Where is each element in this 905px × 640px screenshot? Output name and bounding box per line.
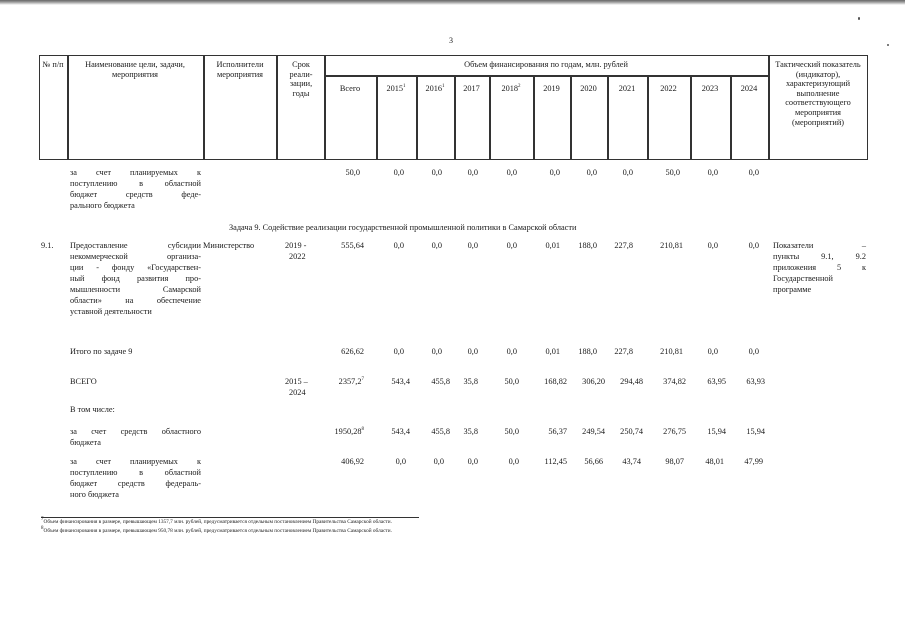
value-2022: 98,07: [665, 457, 684, 466]
value-2015: 0,0: [393, 168, 404, 177]
row-name: рального бюджета: [70, 201, 135, 210]
value-2015: 0,0: [393, 241, 404, 250]
header-year: 2024: [740, 84, 758, 93]
value-total: 626,62: [341, 347, 364, 356]
value-2017: 0,0: [467, 241, 478, 250]
value-2019: 0,01: [545, 241, 560, 250]
value-total: 1950,28$^8$: [334, 427, 364, 436]
value-total: 2357,2$^7$: [338, 377, 364, 386]
value-2024: 0,0: [748, 168, 759, 177]
row-indicator: программе: [773, 285, 812, 294]
value-2020: 188,0: [578, 241, 597, 250]
value-2017: 35,8: [463, 377, 478, 386]
value-2023: 15,94: [707, 427, 726, 436]
row-name: уставной деятельности: [70, 307, 152, 316]
value-2018: 0,0: [506, 241, 517, 250]
row-indicator: пункты 9.1, 9.2: [773, 252, 866, 261]
value-2024: 0,0: [748, 347, 759, 356]
row-term: 2024: [289, 388, 306, 397]
row-name: ный фонд развития про-: [70, 274, 201, 283]
row-name: некоммерческой организа-: [70, 252, 201, 261]
value-2024: 0,0: [748, 241, 759, 250]
value-2024: 47,99: [744, 457, 763, 466]
value-2024: 63,93: [746, 377, 765, 386]
value-2015: 0,0: [393, 347, 404, 356]
value-2020: 0,0: [586, 168, 597, 177]
row-name: поступлению в областной: [70, 179, 201, 188]
value-total: 50,0: [345, 168, 360, 177]
value-2018: 0,0: [506, 347, 517, 356]
value-2021: 43,74: [622, 457, 641, 466]
row-executor: Министерство: [203, 241, 255, 250]
row-name: области» на обеспечение: [70, 296, 201, 305]
header-year: 2021: [618, 84, 636, 93]
value-2020: 188,0: [578, 347, 597, 356]
value-2021: 0,0: [622, 168, 633, 177]
row-name: за счет планируемых к: [70, 168, 201, 177]
row-name: Итого по задаче 9: [70, 347, 133, 356]
value-2018: 50,0: [504, 427, 519, 436]
value-2016: 455,8: [431, 427, 450, 436]
header-funding-title: Объем финансирования по годам, млн. рублей: [464, 60, 628, 69]
row-indicator: Государственной: [773, 274, 834, 283]
header-year: 2020: [580, 84, 597, 93]
value-2023: 0,0: [707, 241, 718, 250]
row-indicator: Показатели –: [773, 241, 866, 250]
header-year: 2015$^1$: [386, 84, 406, 93]
header-total: Всего: [339, 84, 361, 93]
header-num: № п/п: [42, 60, 64, 69]
value-2017: 0,0: [467, 168, 478, 177]
including-label: В том числе:: [70, 405, 115, 414]
header-year: 2016$^1$: [425, 84, 445, 93]
value-2020: 306,20: [582, 377, 605, 386]
row-name: за счет средств областного: [70, 427, 201, 436]
row-name: бюджет средств феде-: [70, 190, 201, 199]
value-2016: 0,0: [433, 457, 444, 466]
value-2024: 15,94: [746, 427, 765, 436]
header-year: 2019: [543, 84, 560, 93]
row-name: ного бюджета: [70, 490, 119, 499]
row-name: ВСЕГО: [70, 377, 97, 386]
row-name: ции - фонду «Государствен-: [70, 263, 201, 272]
row-name: бюджета: [70, 438, 101, 447]
footnote-separator: [41, 517, 419, 518]
row-name: поступлению в областной: [70, 468, 201, 477]
value-2023: 0,0: [707, 347, 718, 356]
value-2015: 0,0: [395, 457, 406, 466]
row-term: 2022: [289, 252, 306, 261]
row-name: Предоставление субсидии: [70, 241, 201, 250]
value-2020: 249,54: [582, 427, 605, 436]
value-2021: 250,74: [620, 427, 643, 436]
header-term: Срок реали-зации, годы: [289, 60, 313, 98]
value-2015: 543,4: [391, 427, 410, 436]
header-exec: Исполнители мероприятия: [216, 60, 264, 79]
value-2022: 210,81: [660, 241, 683, 250]
value-total: 555,64: [341, 241, 364, 250]
footnote: $^8$Объем финансирования в размере, превышающем 950,78 млн. рублей, предусматривается отдельным постановлением Правительства Самарской области.: [41, 526, 392, 534]
value-2017: 35,8: [463, 427, 478, 436]
value-2017: 0,0: [467, 347, 478, 356]
value-2020: 56,66: [584, 457, 603, 466]
row-number: 9.1.: [41, 241, 54, 250]
value-2019: 0,01: [545, 347, 560, 356]
value-2018: 0,0: [506, 168, 517, 177]
value-2016: 0,0: [431, 241, 442, 250]
header-year: 2023: [701, 84, 719, 93]
row-name: бюджет средств федераль-: [70, 479, 201, 488]
value-2022: 50,0: [665, 168, 680, 177]
scan-speck: [887, 44, 889, 46]
value-2016: 0,0: [431, 347, 442, 356]
value-2021: 227,8: [614, 347, 633, 356]
header-name: Наименование цели, задачи, мероприятия: [85, 60, 185, 79]
page-number: 3: [449, 36, 453, 45]
value-2022: 210,81: [660, 347, 683, 356]
value-2018: 0,0: [508, 457, 519, 466]
value-2023: 63,95: [707, 377, 726, 386]
value-2018: 50,0: [504, 377, 519, 386]
value-2019: 168,82: [544, 377, 567, 386]
row-name: за счет планируемых к: [70, 457, 201, 466]
value-2017: 0,0: [467, 457, 478, 466]
value-2022: 374,82: [663, 377, 686, 386]
value-2023: 0,0: [707, 168, 718, 177]
value-2021: 227,8: [614, 241, 633, 250]
row-indicator: приложения 5 к: [773, 263, 866, 272]
value-2016: 0,0: [431, 168, 442, 177]
header-year: 2018$^2$: [501, 84, 521, 93]
value-2019: 112,45: [544, 457, 567, 466]
header-indicator: Тактический показатель (индикатор), характеризующий выполнение соответствующего мероприятия (мероприятий): [775, 60, 861, 127]
value-2016: 455,8: [431, 377, 450, 386]
row-name: мышленности Самарской: [70, 285, 201, 294]
value-2022: 276,75: [663, 427, 686, 436]
row-term: 2015 –: [285, 377, 308, 386]
value-2023: 48,01: [705, 457, 724, 466]
task9-title: Задача 9. Содействие реализации государственной промышленной политики в Самарской области: [229, 223, 577, 232]
value-2019: 56,37: [548, 427, 567, 436]
value-2021: 294,48: [620, 377, 643, 386]
value-2015: 543,4: [391, 377, 410, 386]
value-2019: 0,0: [549, 168, 560, 177]
footnote: $^7$Объем финансирования в размере, превышающем 1357,7 млн. рублей, предусматривается отдельным постановлением Правительства Самарской области.: [41, 517, 392, 525]
header-year: 2022: [660, 84, 677, 93]
scan-edge: [0, 0, 905, 5]
header-year: 2017: [463, 84, 480, 93]
scan-speck: [858, 17, 860, 20]
row-term: 2019 -: [285, 241, 307, 250]
value-total: 406,92: [341, 457, 364, 466]
